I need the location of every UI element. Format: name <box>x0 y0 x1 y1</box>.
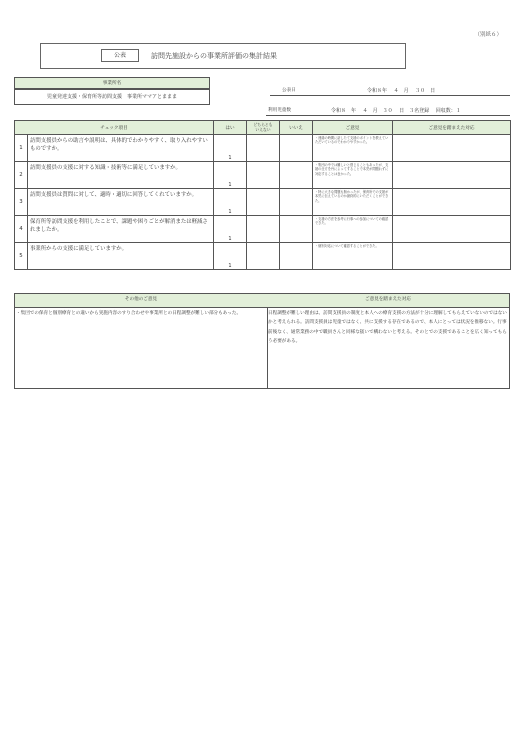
row-neither-count <box>247 243 280 270</box>
row-number: 3 <box>15 189 28 216</box>
row-no-count <box>280 135 313 162</box>
row-neither-count <box>247 162 280 189</box>
row-question: 保育所等訪問支援を利用したことで、課題や困りごとが解消または軽減されましたか。 <box>28 216 214 243</box>
row-question: 訪問支援員は質問に対して、適時・適切に回答してくれていますか。 <box>28 189 214 216</box>
row-neither-count <box>247 189 280 216</box>
header-check-item: チェック項目 <box>15 121 214 135</box>
row-number: 2 <box>15 162 28 189</box>
row-yes-count <box>214 162 247 189</box>
yes-count-value: 1 <box>228 182 232 188</box>
row-response <box>393 135 511 162</box>
table-row <box>15 162 511 189</box>
row-yes-count <box>214 216 247 243</box>
row-neither-count <box>247 216 280 243</box>
yes-count-value: 1 <box>228 209 232 215</box>
other-opinions-text: ・集団での保育と個別療育との違いから実施内容のすり合わせや事業所との日程調整が難しい部分もあった。 <box>16 311 242 316</box>
evaluation-table <box>14 120 511 270</box>
page-title: 訪問先施設からの事業所評価の集計結果 <box>151 52 277 60</box>
yes-count-value: 1 <box>228 155 232 161</box>
header-yes: はい <box>214 121 247 135</box>
title-box <box>40 43 406 69</box>
row-yes-count <box>214 243 247 270</box>
row-question: 事業所からの支援に満足していますか。 <box>28 243 214 270</box>
children-count-underline <box>266 115 510 116</box>
public-badge: 公表 <box>101 49 139 62</box>
header-no: いいえ <box>280 121 313 135</box>
header-opinion: ご意見 <box>313 121 393 135</box>
response-header: ご意見を踏まえた対応 <box>267 294 509 308</box>
row-response <box>393 162 511 189</box>
office-name-value: 児童発達支援・保育所等訪問支援 事業所ママアとままま <box>14 89 210 105</box>
table-row <box>15 243 511 270</box>
row-opinion: ・個別対応について確認することができた。 <box>313 243 393 270</box>
yes-count-value: 1 <box>228 236 232 242</box>
publish-date-underline <box>270 95 510 96</box>
publish-date-value: 令和８年 ４ 月 ３０ 日 <box>367 88 436 94</box>
yes-count-value: 1 <box>228 263 232 269</box>
children-count-label: 利用児童数 <box>268 108 291 113</box>
header-response: ご意見を踏まえた対応 <box>393 121 511 135</box>
children-count-value: 令和８ 年 ４ 月 ３０ 日 ３名登録 回収数：１ <box>331 108 461 114</box>
table-row <box>15 135 511 162</box>
row-number: 4 <box>15 216 28 243</box>
response-text: 日程調整が難しい理由は、訪問支援員の制度と本人への療育支援の方法が十分に理解してもらえていないのではないかと考えられる。訪問支援員は児童ではなく、共に支援する存在であるので、本人にとっては状況を推移ない。行事前後なく、通常業務の中で職員さんと同様な扱いで構わないと考える。そのとでの支援であることを広く知ってもらう必要がある。 <box>268 311 507 345</box>
table-row <box>15 189 511 216</box>
row-yes-count <box>214 135 247 162</box>
row-question: 訪問支援員の支援に対する知識・技術等に満足していますか。 <box>28 162 214 189</box>
table-header-row <box>15 121 511 135</box>
publish-date-label: 公表日 <box>282 88 296 93</box>
header-neither: どちらとも いえない <box>247 121 280 135</box>
row-opinion: ・集団の中では難しいと感じることもあったが、支援の仕方を丹によってすることで本児が問題れずに対応することは良かった。 <box>313 162 393 189</box>
row-no-count <box>280 243 313 270</box>
row-no-count <box>280 189 313 216</box>
row-no-count <box>280 216 313 243</box>
row-neither-count <box>247 135 280 162</box>
row-opinion: ・特に大きな問題も無かったが、保育所での支援が本児に伝えているのか最終的にいただくことができた。 <box>313 189 393 216</box>
response-column <box>267 294 509 388</box>
row-response <box>393 216 511 243</box>
row-yes-count <box>214 189 247 216</box>
row-response <box>393 243 511 270</box>
row-number: 5 <box>15 243 28 270</box>
other-opinions-header: その他のご意見 <box>15 294 267 308</box>
row-response <box>393 189 511 216</box>
document-number-note: （別紙６） <box>474 32 502 38</box>
row-question: 訪問支援員からの助言や説明は、具体的でわかりやすく、取り入れやすいものですか。 <box>28 135 214 162</box>
table-row <box>15 216 511 243</box>
row-opinion: ・連絡の時間に訪したて支援のポイントを教えていただいているのでわかりやすかった。 <box>313 135 393 162</box>
row-opinion: ・支援の方法を参考に行事への参加についての確認できた。 <box>313 216 393 243</box>
comments-block <box>14 293 510 389</box>
row-no-count <box>280 162 313 189</box>
row-number: 1 <box>15 135 28 162</box>
other-opinions-column <box>15 294 268 388</box>
office-name-label: 事業所名 <box>14 77 210 89</box>
